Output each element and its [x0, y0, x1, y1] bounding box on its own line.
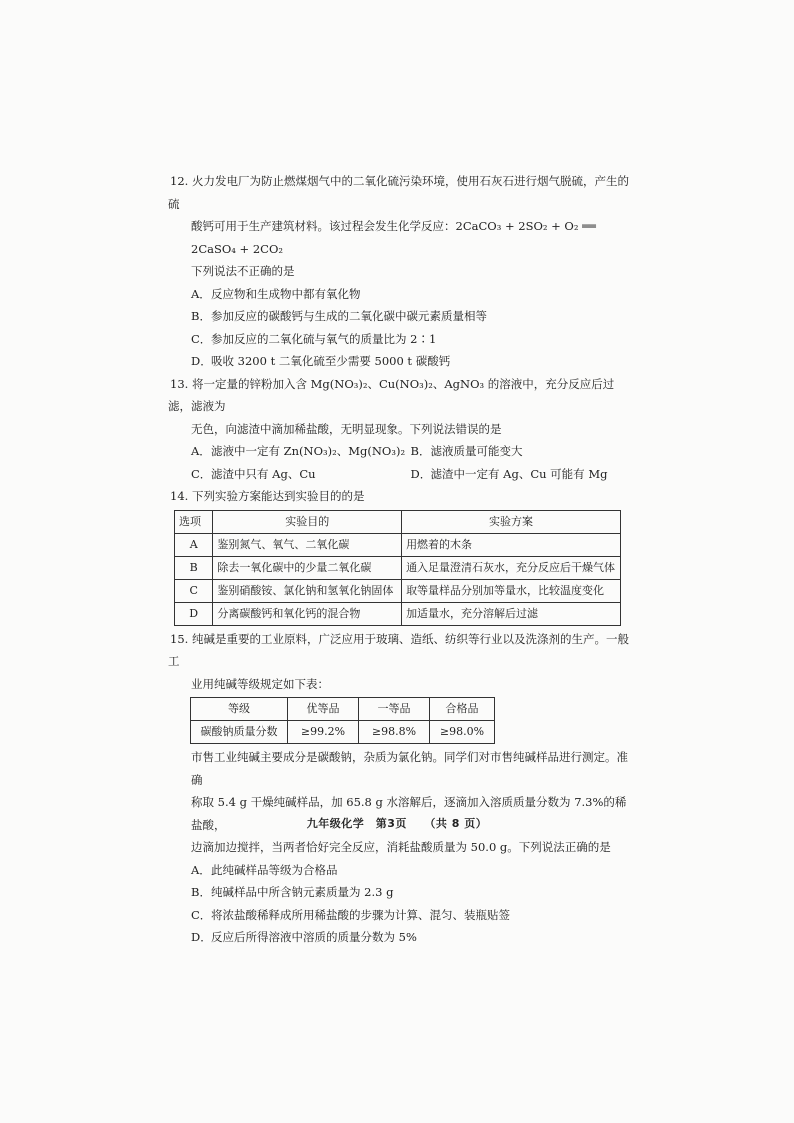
table-row	[175, 602, 621, 625]
table-row	[175, 556, 621, 579]
options-row-ab	[168, 440, 630, 463]
table-cell: 除去一氧化碳中的少量二氧化碳	[213, 556, 402, 579]
option-c: C．将浓盐酸稀释成所用稀盐酸的步骤为计算、混匀、装瓶贴签	[191, 907, 510, 922]
option-b: B．参加反应的碳酸钙与生成的二氧化碳中碳元素质量相等	[191, 309, 487, 323]
table-cell: 用燃着的木条	[402, 533, 621, 556]
question-number: 13.	[170, 376, 189, 391]
question-15	[168, 628, 630, 949]
table-header-cell: 选项	[175, 510, 213, 533]
table-cell: 鉴别硝酸铵、氯化钠和氢氧化钠固体	[213, 579, 402, 602]
option-b: B．滤液质量可能变大	[410, 444, 523, 458]
question-14	[168, 485, 630, 626]
option-d: D．吸收 3200 t 二氧化硫至少需要 5000 t 碳酸钙	[191, 354, 451, 368]
table-row	[175, 533, 621, 556]
table-cell: ≥98.8%	[359, 721, 430, 744]
table-row	[175, 579, 621, 602]
question-13	[168, 373, 630, 486]
page-content	[168, 170, 630, 949]
table-cell: 碳酸钠质量分数	[191, 721, 288, 744]
question-number: 12.	[170, 174, 189, 188]
question-number: 14.	[170, 489, 189, 503]
option-a: A．反应物和生成物中都有氧化物	[191, 286, 361, 301]
table-cell: 分离碳酸钙和氧化钙的混合物	[213, 602, 402, 625]
table-cell: A	[175, 533, 213, 556]
table-header-cell: 优等品	[288, 698, 359, 721]
table-cell: 鉴别氮气、氧气、二氧化碳	[213, 533, 402, 556]
option-a: A．滤液中一定有 Zn(NO₃)₂、Mg(NO₃)₂	[191, 444, 406, 458]
table-header-cell: 实验目的	[213, 510, 402, 533]
table-row	[191, 721, 495, 744]
question-12	[168, 170, 630, 373]
question-13-line-1: 13. 将一定量的锌粉加入含 Mg(NO₃)₂、Cu(NO₃)₂、AgNO₃ 的溶液中，充分反应后过滤，滤液为	[168, 373, 630, 418]
table-cell: 通入足量澄清石灰水，充分反应后干燥气体	[402, 556, 621, 579]
table-header-cell: 一等品	[359, 698, 430, 721]
question-15-line-4: 称取 5.4 g 干燥纯碱样品，加 65.8 g 水溶解后，逐滴加入溶质质量分数为 7.3%的稀盐酸，	[191, 795, 627, 832]
option-c: C．滤渣中只有 Ag、Cu	[191, 466, 316, 481]
option-d: D．滤渣中一定有 Ag、Cu 可能有 Mg	[410, 466, 608, 481]
table-header-row	[191, 698, 495, 721]
options-row-cd	[168, 463, 630, 486]
table-cell: B	[175, 556, 213, 579]
table-cell: ≥98.0%	[430, 721, 495, 744]
question-13-line-2: 无色，向滤渣中滴加稀盐酸，无明显现象。下列说法错误的是	[191, 421, 502, 436]
option-b: B．纯碱样品中所含钠元素质量为 2.3 g	[191, 885, 394, 899]
question-15-line-3: 市售工业纯碱主要成分是碳酸钠，杂质为氯化钠。同学们对市售纯碱样品进行测定。准确	[191, 750, 628, 787]
table-cell: C	[175, 579, 213, 602]
question-12-line-1: 12. 火力发电厂为防止燃煤烟气中的二氧化硫污染环境，使用石灰石进行烟气脱硫，产生的硫	[168, 170, 630, 215]
table-header-cell: 等级	[191, 698, 288, 721]
question-15-line-2: 业用纯碱等级规定如下表：	[191, 676, 329, 691]
grade-table	[190, 697, 495, 744]
question-12-line-2: 酸钙可用于生产建筑材料。该过程会发生化学反应：2CaCO₃ + 2SO₂ + O₂ ══ 2CaSO₄ + 2CO₂	[191, 219, 596, 256]
page-footer: 九年级化学 第3页 （共 8 页）	[306, 817, 488, 830]
option-d: D．反应后所得溶液中溶质的质量分数为 5%	[191, 930, 417, 944]
experiment-table	[174, 510, 621, 626]
question-14-stem: 14. 下列实验方案能达到实验目的的是	[168, 485, 630, 508]
option-c: C．参加反应的二氧化硫与氧气的质量比为 2∶1	[191, 331, 437, 346]
question-12-line-3: 下列说法不正确的是	[191, 264, 295, 278]
table-cell: D	[175, 602, 213, 625]
question-15-line-5: 边滴加边搅拌，当两者恰好完全反应，消耗盐酸质量为 50.0 g。下列说法正确的是	[191, 840, 611, 854]
table-header-cell: 实验方案	[402, 510, 621, 533]
option-a: A．此纯碱样品等级为合格品	[191, 862, 338, 877]
table-cell: 取等量样品分别加等量水，比较温度变化	[402, 579, 621, 602]
table-header-row	[175, 510, 621, 533]
table-cell: 加适量水，充分溶解后过滤	[402, 602, 621, 625]
question-15-line-1: 15. 纯碱是重要的工业原料，广泛应用于玻璃、造纸、纺织等行业以及洗涤剂的生产。一般工	[168, 628, 630, 673]
table-header-cell: 合格品	[430, 698, 495, 721]
question-number: 15.	[170, 631, 189, 646]
table-cell: ≥99.2%	[288, 721, 359, 744]
